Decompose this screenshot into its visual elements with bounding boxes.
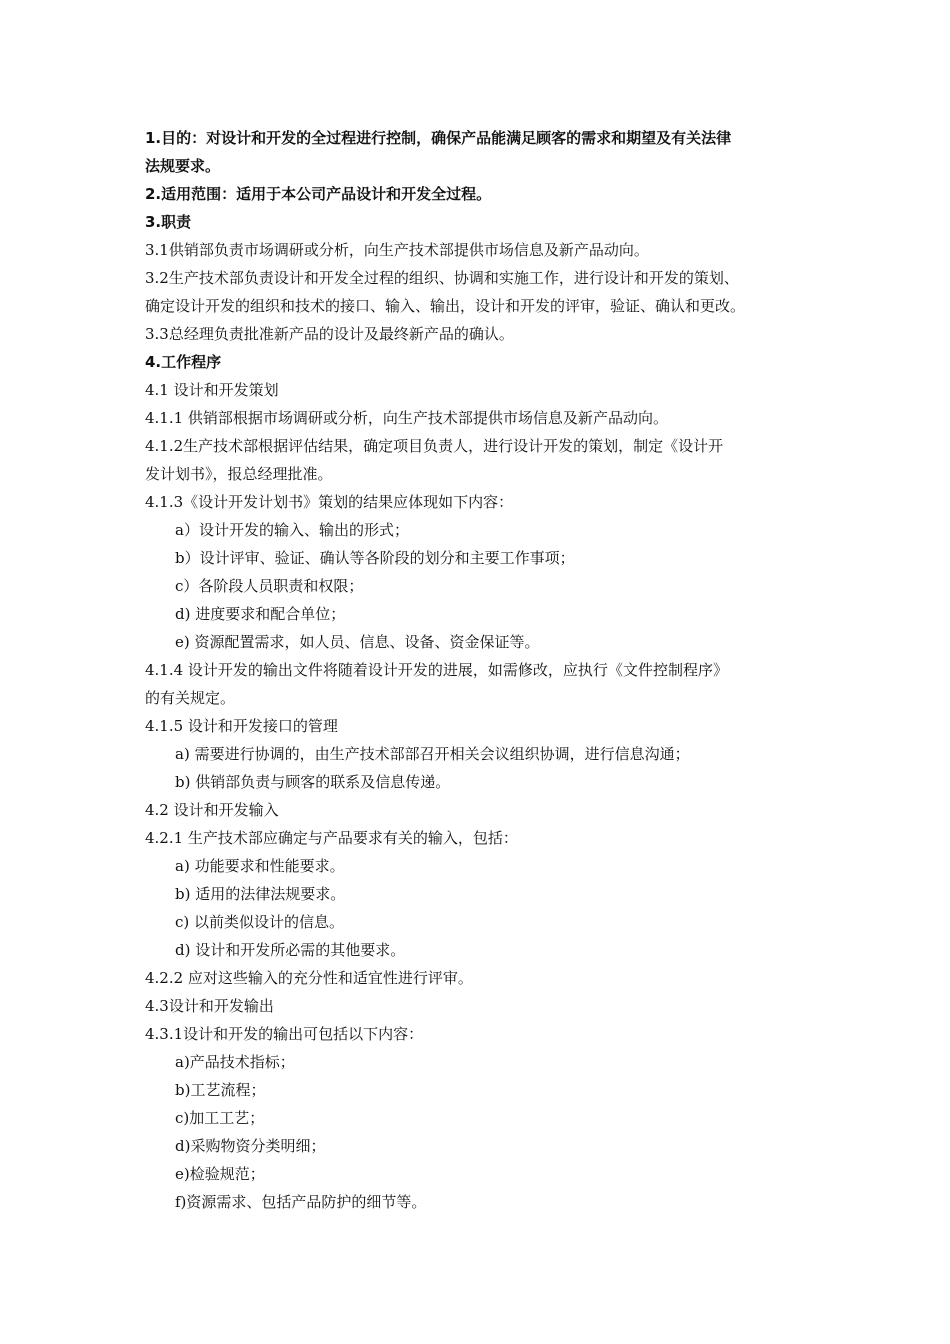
paragraph-line: 确定设计开发的组织和技术的接口、输入、输出，设计和开发的评审，验证、确认和更改。 [145,297,746,315]
document-body [145,124,815,1216]
list-item-line: a) 功能要求和性能要求。 [175,857,345,875]
list-item-line: b) 适用的法律法规要求。 [175,885,346,903]
paragraph-line: 4.1 设计和开发策划 [145,381,279,399]
section-heading-line: 2.适用范围：适用于本公司产品设计和开发全过程。 [145,185,492,203]
list-item-line: c）各阶段人员职责和权限； [175,577,364,595]
list-item-line: a)产品技术指标； [175,1053,295,1071]
list-item-line: b) 供销部负责与顾客的联系及信息传递。 [175,773,451,791]
paragraph-line: 发计划书》，报总经理批准。 [145,465,333,483]
paragraph-line: 3.3总经理负责批准新产品的设计及最终新产品的确认。 [145,325,514,343]
paragraph-line: 4.1.1 供销部根据市场调研或分析，向生产技术部提供市场信息及新产品动向。 [145,409,668,427]
list-item-line: a) 需要进行协调的，由生产技术部部召开相关会议组织协调，进行信息沟通； [175,745,690,763]
list-item-line: a）设计开发的输入、输出的形式； [175,521,409,539]
list-item-line: b）设计评审、验证、确认等各阶段的划分和主要工作事项； [175,549,575,567]
section-heading-line: 3.职责 [145,213,192,231]
paragraph-line: 3.1供销部负责市场调研或分析，向生产技术部提供市场信息及新产品动向。 [145,241,649,259]
list-item-line: b)工艺流程； [175,1081,266,1099]
paragraph-line: 4.1.2生产技术部根据评估结果，确定项目负责人，进行设计开发的策划，制定《设计开 [145,437,724,455]
paragraph-line: 的有关规定。 [145,689,236,707]
list-item-line: c) 以前类似设计的信息。 [175,913,345,931]
list-item-line: d) 设计和开发所必需的其他要求。 [175,941,406,959]
list-item-line: d) 进度要求和配合单位； [175,605,346,623]
section-heading-line: 4.工作程序 [145,353,222,371]
paragraph-line: 4.1.5 设计和开发接口的管理 [145,717,338,735]
paragraph-line: 4.3.1设计和开发的输出可包括以下内容： [145,1025,424,1043]
paragraph-line: 4.1.4 设计开发的输出文件将随着设计开发的进展，如需修改，应执行《文件控制程序》 [145,661,728,679]
section-heading-line: 1.目的：对设计和开发的全过程进行控制，确保产品能满足顾客的需求和期望及有关法律 [145,129,732,147]
paragraph-line: 4.2 设计和开发输入 [145,801,279,819]
paragraph-line: 4.2.1 生产技术部应确定与产品要求有关的输入，包括： [145,829,518,847]
list-item-line: c)加工工艺； [175,1109,265,1127]
list-item-line: f)资源需求、包括产品防护的细节等。 [175,1193,427,1211]
list-item-line: d)采购物资分类明细； [175,1137,326,1155]
paragraph-line: 3.2生产技术部负责设计和开发全过程的组织、协调和实施工作，进行设计和开发的策划、 [145,269,739,287]
list-item-line: e) 资源配置需求，如人员、信息、设备、资金保证等。 [175,633,540,651]
paragraph-line: 4.1.3《设计开发计划书》策划的结果应体现如下内容： [145,493,514,511]
list-item-line: e)检验规范； [175,1165,265,1183]
section-heading-line: 法规要求。 [145,157,221,175]
paragraph-line: 4.3设计和开发输出 [145,997,274,1015]
paragraph-line: 4.2.2 应对这些输入的充分性和适宜性进行评审。 [145,969,473,987]
